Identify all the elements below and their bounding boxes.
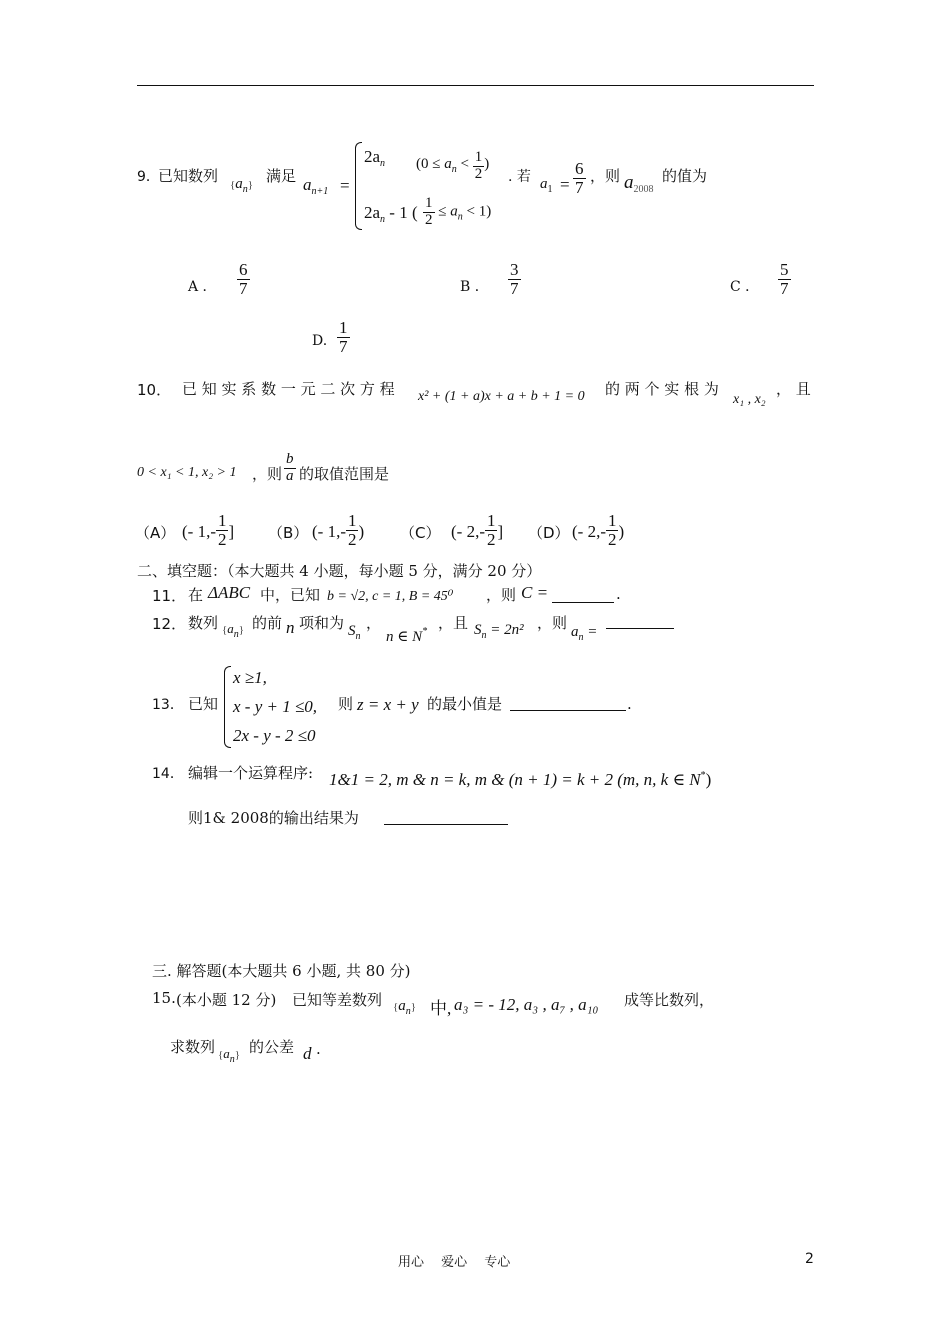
q13-number: 13． — [152, 697, 184, 713]
section-3-title: 三. 解答题(本大题共 6 小题, 共 80 分) — [152, 962, 411, 980]
q15-text-1: 已知等差数列 — [292, 991, 383, 1009]
q13-end: . — [627, 695, 632, 713]
q10-option-a-value: (- 1,- $\frac{1}{2}$ ] — [182, 511, 235, 549]
q9-option-d-value: $\frac{1}{7}$ — [339, 318, 348, 356]
q12-text-1: 数列 — [188, 614, 219, 632]
q11-triangle: ΔABC — [208, 583, 251, 602]
q10-roots: x₁ , x₂ — [733, 392, 766, 407]
q9-case1-half: $\frac{1}{2}$ — [474, 149, 483, 182]
q14-text-1: 编辑一个运算程序: — [188, 764, 314, 782]
q15-d: d — [303, 1044, 312, 1063]
q10-number: 10． — [137, 381, 172, 399]
q9-option-c-label: C ． — [730, 279, 760, 295]
q12-number: 12． — [152, 615, 187, 633]
q9-number: 9． — [137, 169, 160, 185]
q15-seq: $\{a_n\}$ — [393, 998, 417, 1017]
q12-n: n — [286, 618, 295, 637]
q9-option-a-label: A ． — [188, 279, 217, 295]
q9-option-a-value: $\frac{6}{7}$ — [239, 260, 248, 298]
q9-option-b-label: B ． — [460, 279, 489, 295]
q9-option-d-label: D. — [312, 333, 328, 349]
q9-mid: . 若 — [508, 169, 531, 185]
q9-a1-eq: = — [560, 175, 570, 194]
q12-answer-blank[interactable] — [606, 614, 674, 629]
q15-seq-2: $\{a_n\}$ — [218, 1046, 241, 1065]
q11-number: 11． — [152, 587, 187, 605]
q9-case1-expr: $2a_n$ — [364, 147, 386, 169]
q13-constraint-1: x ≥1, — [233, 668, 267, 687]
q10-option-b-value: (- 1,- $\frac{1}{2}$ ) — [312, 511, 365, 549]
q14-line-2: 则1& 2008的输出结果为 — [188, 809, 359, 827]
q9-eq: = — [340, 176, 350, 195]
q14-answer-blank[interactable] — [384, 808, 508, 825]
q14-number: 14． — [152, 766, 184, 782]
q9-option-b-value: $\frac{3}{7}$ — [510, 260, 519, 298]
q13-expr: z = x + y — [357, 695, 419, 714]
q11-answer-blank[interactable] — [552, 586, 614, 603]
q10-option-d-label: （D） — [528, 524, 570, 542]
q15-score: (本小题 12 分) — [176, 991, 277, 1009]
q12-text-2: 的前 — [252, 614, 283, 632]
q9-a1-value: $\frac{6}{7}$ — [575, 159, 584, 197]
q13-brace — [224, 666, 231, 748]
q9-case1-cond: ($0 \le a_n$ < $\frac{1}{2}$ ) — [416, 149, 490, 182]
q9-target: $a_{2008}$ — [624, 172, 654, 195]
q12-text-5: ，则 — [537, 614, 568, 632]
q13-text-1: 已知 — [188, 695, 219, 713]
q15-line-2b: 的公差 — [249, 1038, 295, 1056]
q15-text-2: 中, — [430, 999, 452, 1018]
q10-stem-3: ， 且 — [776, 380, 811, 398]
page-number: 2 — [805, 1251, 814, 1267]
q9-case2-expr: $2a_n - 1$ ( — [364, 203, 418, 225]
q15-text-3: 成等比数列， — [624, 991, 715, 1009]
q12-text-3: 项和为 — [299, 614, 345, 632]
q12-seq: $\{a_n\}$ — [222, 621, 245, 640]
q9-seq: $\{a_n\}$ — [230, 176, 254, 195]
q11-text-3: ，则 — [486, 586, 517, 604]
q12-domain: n ∈ N* — [386, 626, 428, 645]
q12-sep: ， — [366, 614, 382, 632]
q10-option-c-label: （C） — [400, 524, 441, 542]
q15-line-2a: 求数列 — [170, 1038, 216, 1056]
q11-ask: C = — [521, 583, 549, 602]
q13-constraint-2: x - y + 1 ≤0, — [233, 697, 318, 716]
q15-number: 15. — [152, 989, 176, 1007]
footer-motto: 用心 爱心 专心 — [398, 1255, 511, 1270]
q11-text-1: 在 — [188, 586, 204, 604]
q13-text-2: 则 — [338, 695, 354, 713]
q12-ask: $a_n$ = — [571, 624, 598, 643]
q10-stem-5: 的取值范围是 — [299, 465, 390, 483]
q11-end: . — [616, 585, 621, 603]
q11-text-2: 中，已知 — [260, 586, 321, 604]
q9-stem-2: 满足 — [266, 167, 297, 185]
q15-condition: a₃ = - 12, a₃ , a₇ , a₁₀ — [454, 995, 599, 1014]
q14-rule: 1&1 = 2, m & n = k, m & (n + 1) = k + 2 (m, n, k ∈ N*) — [329, 770, 712, 789]
q11-given: b = √2, c = 1, B = 45⁰ — [327, 589, 454, 604]
q10-stem-1: 已 知 实 系 数 一 元 二 次 方 程 — [182, 380, 395, 398]
q10-stem-4: ，则 — [252, 465, 283, 483]
q9-case2-cond: $\frac{1}{2}$ ≤ $a_n < 1$) — [425, 195, 492, 228]
header-rule — [137, 85, 814, 86]
q10-option-d-value: (- 2,- $\frac{1}{2}$ ) — [572, 511, 625, 549]
q10-option-c-value: (- 2,- $\frac{1}{2}$ ] — [451, 511, 504, 549]
section-2-title: 二、填空题：（本大题共 4 小题，每小题 5 分，满分 20 分） — [137, 562, 542, 580]
q9-then: ，则 — [590, 167, 621, 185]
q9-tail: 的值为 — [662, 167, 708, 185]
q9-option-c-value: $\frac{5}{7}$ — [780, 260, 789, 298]
q10-fraction: $\frac{b}{a}$ — [286, 451, 294, 484]
q12-relation: $S_n = 2n^2$ — [474, 622, 524, 641]
q9-case-brace — [355, 142, 362, 230]
q9-a1: $a_1$ — [540, 176, 553, 195]
q15-end: . — [316, 1040, 321, 1058]
q12-text-4: ，且 — [438, 614, 469, 632]
q10-equation: x² + (1 + a)x + a + b + 1 = 0 — [418, 389, 585, 404]
q10-condition: 0 < x₁ < 1, x₂ > 1 — [137, 465, 237, 480]
q13-constraint-3: 2x - y - 2 ≤0 — [233, 726, 316, 745]
q9-case2-half: $\frac{1}{2}$ — [425, 195, 433, 228]
q10-option-a-label: （A） — [135, 524, 176, 542]
q9-stem-1: 已知数列 — [158, 167, 219, 185]
q12-S: $S_n$ — [348, 623, 361, 642]
q13-text-3: 的最小值是 — [427, 695, 503, 713]
q10-option-b-label: （B） — [268, 524, 309, 542]
q9-lhs: $a_{n+1}$ — [303, 175, 329, 197]
q13-answer-blank[interactable] — [510, 694, 626, 711]
q10-stem-2: 的 两 个 实 根 为 — [605, 380, 719, 398]
